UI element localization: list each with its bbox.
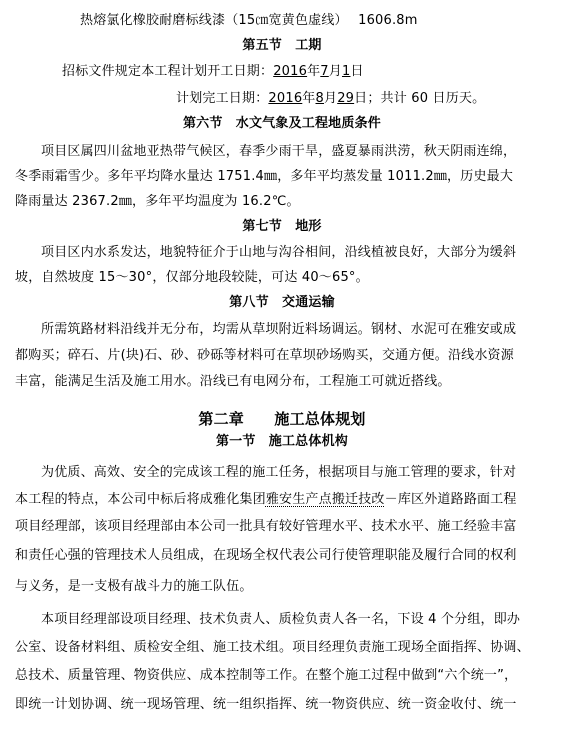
start-day-unit: 日 bbox=[350, 64, 364, 79]
start-month-unit: 月 bbox=[328, 64, 342, 79]
chapter2-section1-title: 第一节 施工总体机构 bbox=[215, 434, 348, 449]
p1-line2-a: 本工程的特点，本公司中标后将成雅化集团 bbox=[15, 492, 266, 507]
section6-line: 降雨量达 2367.2㎜，多年平均温度为 16.2℃。 bbox=[15, 194, 300, 209]
p1-line2-b: 雅安生产点搬迁技改 bbox=[265, 492, 385, 507]
p1-line: 为优质、高效、安全的完成该工程的施工任务，根据项目与施工管理的要求，针对 bbox=[41, 465, 517, 480]
section7-line: 坡，自然坡度 15～30°，仅部分地段较陡，可达 40～65°。 bbox=[15, 270, 369, 285]
section8-title: 第八节 交通运输 bbox=[229, 295, 335, 310]
p2-line: 公室、设备材料组、质检安全组、施工技术组。项目经理负责施工现场全面指挥、协调、 bbox=[15, 640, 530, 655]
p1-line2-c: －库区外道路路面工程 bbox=[384, 492, 517, 507]
start-year: 2016 bbox=[273, 64, 308, 79]
end-month-unit: 月 bbox=[323, 91, 338, 106]
end-date-line bbox=[0, 89, 564, 109]
p2-line: 即统一计划协调、统一现场管理、统一组织指挥、统一物资供应、统一资金收付、统一 bbox=[15, 697, 517, 712]
p1-line: 与义务，是一支极有战斗力的施工队伍。 bbox=[15, 579, 253, 594]
section7-title: 第七节 地形 bbox=[242, 219, 322, 234]
p1-line: 和责任心强的管理技术人员组成，在现场全权代表公司行使管理职能及履行合同的权利 bbox=[15, 548, 517, 563]
start-year-unit: 年 bbox=[307, 64, 321, 79]
p2-line: 本项目经理部设项目经理、技术负责人、质检负责人各一名，下设 4 个分组，即办 bbox=[41, 612, 521, 627]
section8-line: 所需筑路材料沿线并无分布，均需从草坝附近料场调运。钢材、水泥可在雅安或成 bbox=[41, 322, 517, 337]
section5-title: 第五节 工期 bbox=[242, 38, 322, 53]
marking-value: 1606.8m bbox=[358, 13, 418, 28]
marking-label: 热熔氯化橡胶耐磨标线漆（15㎝宽黄色虚线） bbox=[80, 13, 348, 28]
section7-line: 项目区内水系发达，地貌特征介于山地与沟谷相间，沿线植被良好，大部分为缓斜 bbox=[41, 245, 517, 260]
end-prefix: 计划完工日期： bbox=[176, 91, 269, 106]
section6-line: 冬季雨霜雪少。多年平均降水量达 1751.4㎜，多年平均蒸发量 1011.2㎜，历史最大 bbox=[15, 169, 514, 184]
end-suffix: ；共计 60 日历天。 bbox=[367, 91, 486, 106]
end-day-unit: 日 bbox=[354, 91, 368, 106]
marking-line bbox=[0, 11, 564, 31]
end-year: 2016 bbox=[268, 91, 303, 106]
section6-line: 项目区属四川盆地亚热带气候区，春季少雨干旱，盛夏暴雨洪涝，秋天阴雨连绵， bbox=[41, 144, 517, 159]
start-month: 7 bbox=[320, 64, 329, 79]
p1-line: 项目经理部，该项目经理部由本公司一批具有较好管理水平、技术水平、施工经验丰富 bbox=[15, 519, 517, 534]
section8-line: 都购买；碎石、片(块)石、砂、砂砾等材料可在草坝砂场购买，交通方便。沿线水资源 bbox=[15, 348, 514, 363]
start-prefix: 招标文件规定本工程计划开工日期： bbox=[62, 64, 274, 79]
end-month: 8 bbox=[315, 91, 324, 106]
chapter2-title: 第二章 施工总体规划 bbox=[198, 410, 366, 428]
p1-line bbox=[0, 490, 564, 510]
section8-line: 丰富，能满足生活及施工用水。沿线已有电网分布，工程施工可就近搭线。 bbox=[15, 374, 451, 389]
start-date-line bbox=[0, 62, 564, 82]
end-year-unit: 年 bbox=[302, 91, 316, 106]
start-day: 1 bbox=[341, 64, 351, 79]
section6-title: 第六节 水文气象及工程地质条件 bbox=[182, 116, 381, 131]
p2-line: 总技术、质量管理、物资供应、成本控制等工作。在整个施工过程中做到“六个统一”， bbox=[15, 668, 518, 683]
end-day: 29 bbox=[337, 91, 355, 106]
